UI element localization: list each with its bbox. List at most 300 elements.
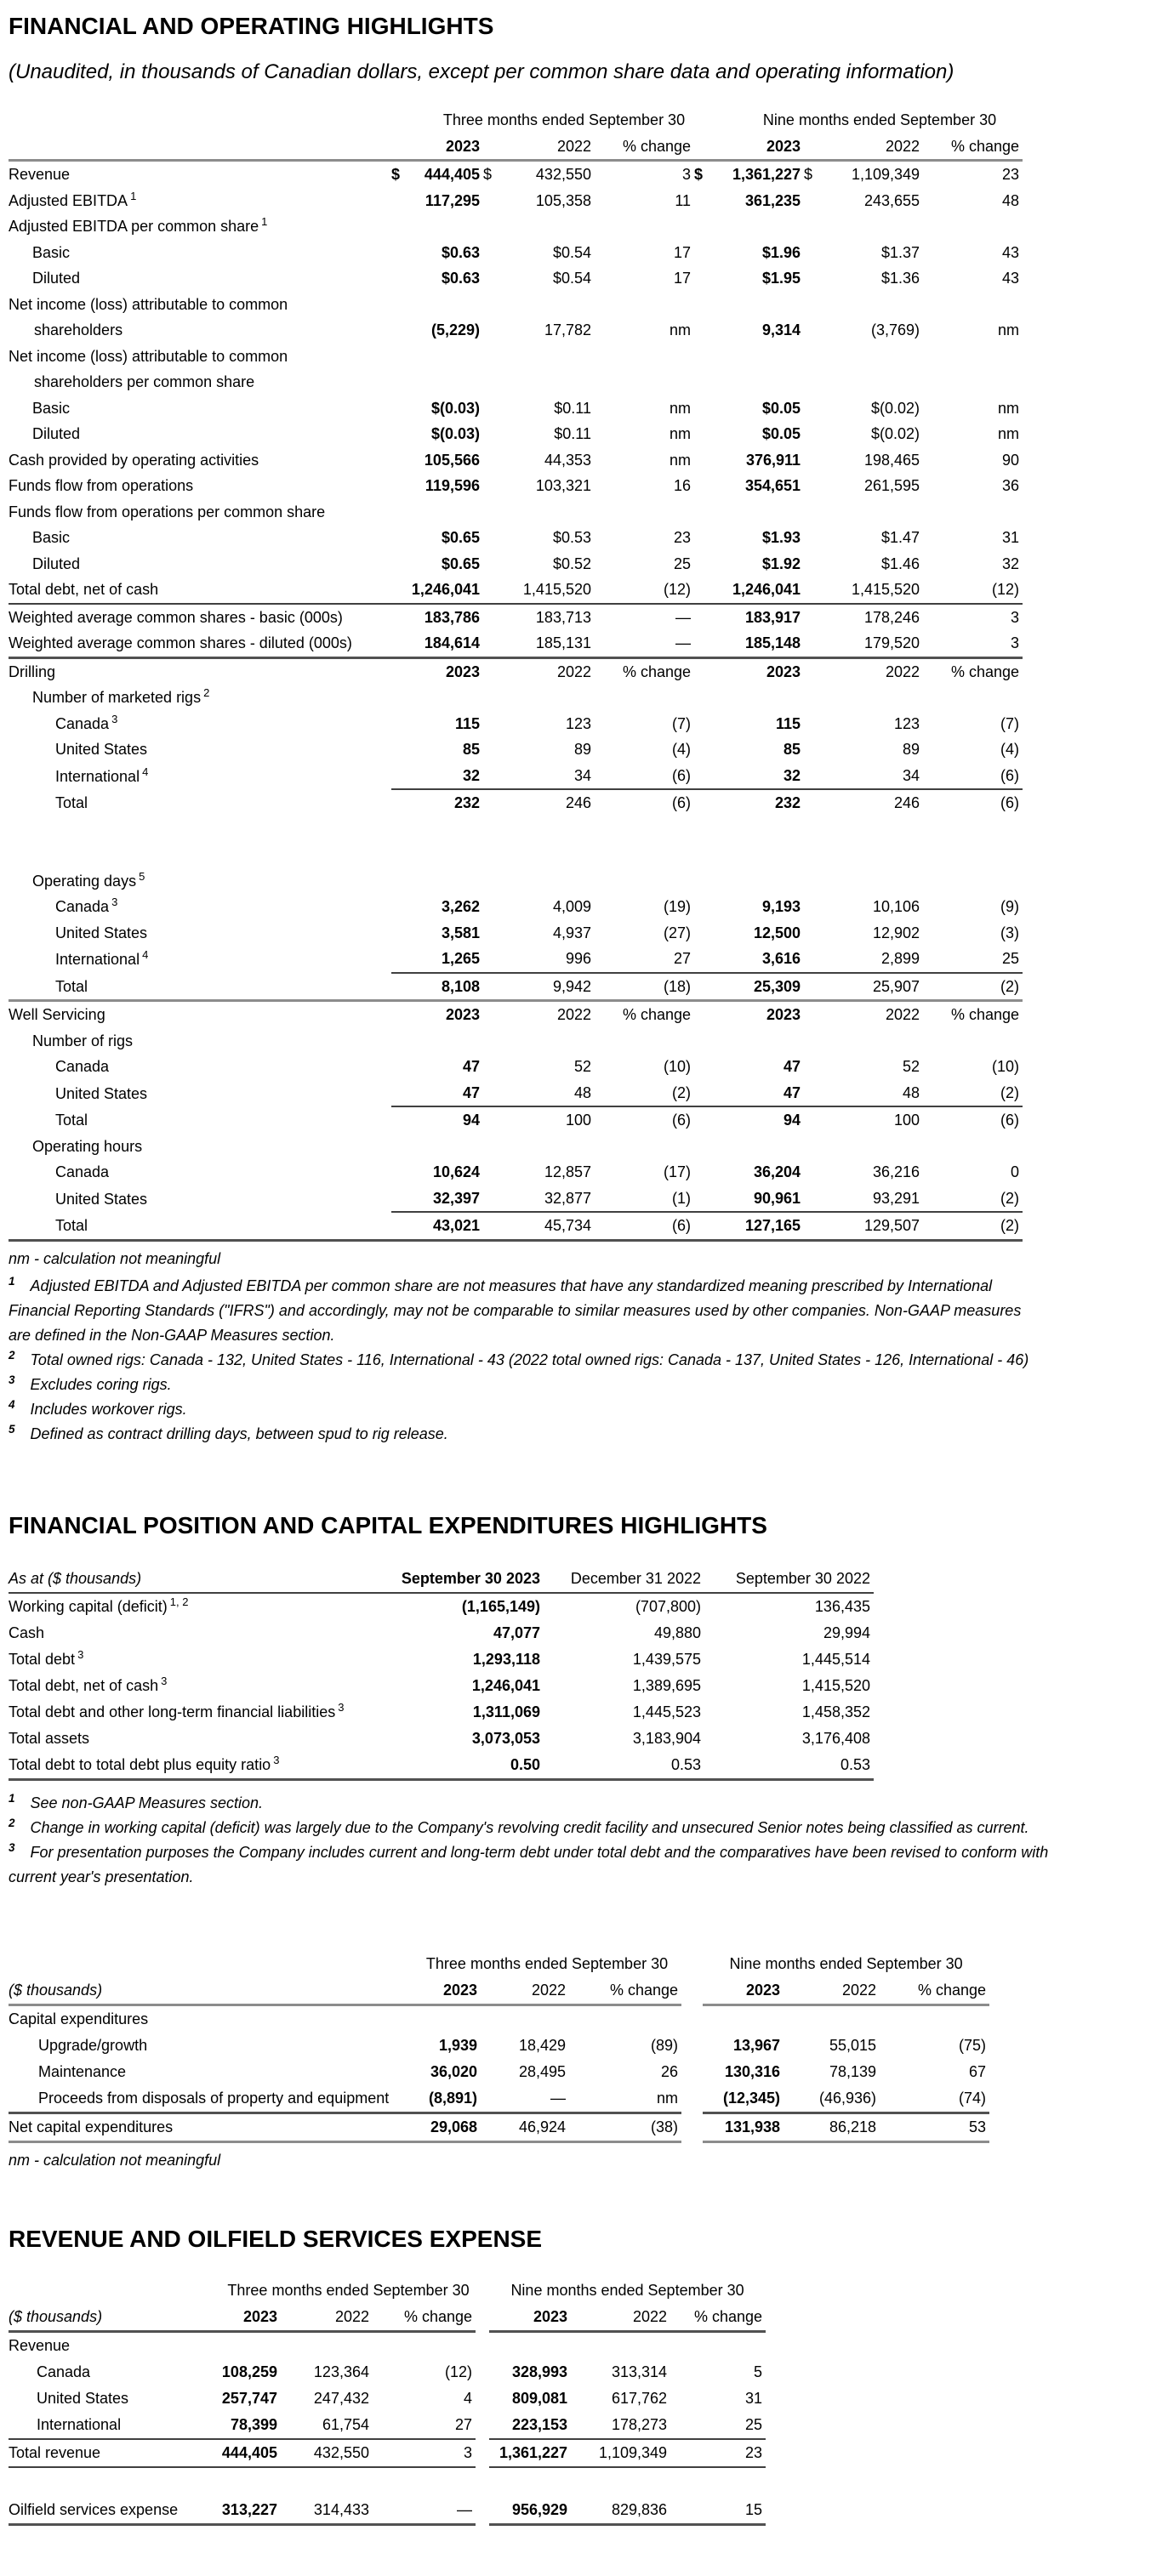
row-label-text: Adjusted EBITDA xyxy=(9,191,128,209)
footnote-ref: 3 xyxy=(77,1647,84,1661)
table-cell xyxy=(804,1028,923,1055)
table-cell: (7) xyxy=(1000,714,1020,732)
footnote-line xyxy=(9,1397,1151,1422)
table-cell: 2022 xyxy=(571,2304,670,2332)
table-cell: 246 xyxy=(893,794,920,811)
table-cell: nm xyxy=(670,399,692,417)
table-cell: 996 xyxy=(483,946,595,973)
table-cell xyxy=(783,2005,880,2033)
dollar-value xyxy=(694,162,801,188)
row-label xyxy=(9,499,391,526)
row-label xyxy=(9,1080,391,1107)
table-cell xyxy=(804,292,923,318)
row-label xyxy=(9,265,391,292)
table-row xyxy=(9,657,1023,685)
table-cell: 52 xyxy=(902,1058,920,1075)
table-row xyxy=(9,1186,1023,1213)
table-cell: 361,235 xyxy=(744,191,801,209)
table-cell: (6) xyxy=(595,763,694,790)
row-label-text: Number of marketed rigs xyxy=(32,689,202,706)
table-row xyxy=(9,292,1023,318)
table-cell: (9) xyxy=(1000,898,1020,915)
table-cell xyxy=(923,213,1023,240)
footnote-marker: 1 xyxy=(9,1274,15,1288)
table-cell: — xyxy=(675,608,692,626)
table-cell: 1,265 xyxy=(391,946,483,973)
table-cell: 185,131 xyxy=(483,630,595,657)
table-cell xyxy=(571,2331,670,2359)
footnote-text: See non-GAAP Measures section. xyxy=(30,1794,263,1811)
column-gap xyxy=(476,2497,489,2525)
table-cell: 23 xyxy=(670,2439,766,2467)
table-cell xyxy=(595,1028,694,1055)
table-cell xyxy=(804,499,923,526)
table-cell: 100 xyxy=(893,1112,920,1129)
table-cell: 44,353 xyxy=(544,451,591,469)
table-cell: (17) xyxy=(664,1163,692,1180)
footnote-text: For presentation purposes the Company includes current and long-term debt under total debt and the comparatives have been revised to conform with xyxy=(30,1843,1049,1861)
table-cell: % change xyxy=(923,134,1023,161)
row-label-text: Total debt, net of cash xyxy=(9,581,159,598)
table-cell: 17 xyxy=(673,243,692,261)
table-cell xyxy=(391,499,483,526)
table-cell: 123 xyxy=(893,714,920,732)
table-cell xyxy=(694,369,804,395)
table-cell: 3 xyxy=(923,630,1023,657)
table-cell: 136,435 xyxy=(814,1597,870,1615)
table-row xyxy=(9,161,1023,188)
table-cell: % change xyxy=(670,2304,766,2332)
table-row xyxy=(9,240,1023,266)
table-row xyxy=(9,2359,766,2386)
table-cell xyxy=(391,344,483,370)
table-cell: 34 xyxy=(804,763,923,790)
row-label-text: Cash provided by operating activities xyxy=(9,451,259,469)
row-label xyxy=(9,1699,391,1726)
table-cell: 2022 xyxy=(783,1977,880,2005)
table-cell: % change xyxy=(569,1977,681,2005)
table-cell: (10) xyxy=(992,1058,1020,1075)
section1-title: FINANCIAL AND OPERATING HIGHLIGHTS xyxy=(9,13,494,39)
t4-table xyxy=(9,2277,766,2526)
table-cell xyxy=(804,1134,923,1160)
table-cell: nm xyxy=(998,321,1020,338)
table-cell: 100 xyxy=(565,1112,591,1129)
table-cell: 354,651 xyxy=(744,477,801,494)
dollar-sign: $ xyxy=(391,166,401,183)
table-cell xyxy=(670,2331,766,2359)
row-label xyxy=(9,188,391,214)
footnote-item xyxy=(9,1422,1151,1447)
row-label-text: Operating days xyxy=(32,872,137,890)
row-label xyxy=(9,1106,391,1134)
dollar-sign: $ xyxy=(483,166,493,183)
table-cell: 108,259 xyxy=(221,2363,277,2380)
table-cell: $(0.03) xyxy=(430,425,480,442)
header-label: ($ thousands) xyxy=(9,2304,221,2332)
table-row xyxy=(9,1726,874,1752)
table-cell: 25 xyxy=(923,946,1023,973)
group-header-spacer xyxy=(9,107,391,134)
table-cell: (4) xyxy=(672,741,692,758)
table-cell: 2023 xyxy=(489,2304,571,2332)
row-label xyxy=(9,1752,391,1780)
table-cell xyxy=(391,161,483,188)
table-cell xyxy=(694,1134,804,1160)
table-cell: 27 xyxy=(595,946,694,973)
table-cell xyxy=(569,2005,681,2033)
column-gap xyxy=(476,2412,489,2439)
table-row xyxy=(9,2005,989,2033)
table-cell: 1,246,041 xyxy=(391,577,483,604)
table-row xyxy=(9,1080,1023,1107)
table-cell: $0.54 xyxy=(552,270,591,287)
table-cell: 1,458,352 xyxy=(801,1703,870,1720)
row-label xyxy=(9,1028,391,1055)
row-label xyxy=(9,1646,391,1673)
column-header-row xyxy=(9,134,1023,161)
row-label xyxy=(9,2059,413,2085)
footnote-marker: 4 xyxy=(9,1397,15,1411)
footnote-line xyxy=(9,1422,1151,1447)
row-label xyxy=(9,2005,413,2033)
footnote-line: Financial Reporting Standards ("IFRS") and accordingly, may not be comparable to similar measures used by other companies. Non-GAAP measures xyxy=(9,1301,1022,1319)
row-label-text: Drilling xyxy=(9,662,56,680)
row-label xyxy=(9,2085,413,2113)
table-cell: 32 xyxy=(694,763,804,790)
table-row xyxy=(9,763,1023,790)
table-cell: 36,216 xyxy=(872,1163,920,1180)
row-label xyxy=(9,292,391,318)
column-gap xyxy=(681,1977,703,2005)
table-cell: — xyxy=(595,630,694,657)
row-label-text: International xyxy=(37,2415,122,2433)
footnote-marker: 2 xyxy=(9,1348,15,1362)
row-label-text: Basic xyxy=(32,529,71,546)
table-cell xyxy=(880,2005,989,2033)
table-row xyxy=(9,499,1023,526)
footnote-line xyxy=(9,1373,1151,1397)
table-cell: 16 xyxy=(673,477,692,494)
table-cell: 67 xyxy=(969,2062,987,2080)
row-label-text: Total debt, net of cash xyxy=(9,1676,159,1694)
row-label xyxy=(9,604,391,631)
row-label xyxy=(9,1673,391,1699)
table-row xyxy=(9,789,1023,816)
column-gap xyxy=(476,2439,489,2467)
table-cell xyxy=(694,292,804,318)
table-cell: (1) xyxy=(595,1186,694,1213)
table-cell: 1,445,514 xyxy=(801,1650,870,1668)
table-cell: 25 xyxy=(670,2412,766,2439)
table-cell: % change xyxy=(622,1006,692,1023)
table-cell: (3,769) xyxy=(870,321,920,338)
table-cell: 1,415,520 xyxy=(801,1676,870,1694)
table-cell: (89) xyxy=(651,2036,679,2054)
table-cell: $1.92 xyxy=(761,554,801,572)
table-cell: (6) xyxy=(1000,1112,1020,1129)
row-label xyxy=(9,395,391,422)
column-gap xyxy=(681,2005,703,2033)
row-label xyxy=(9,1001,391,1028)
row-label-text: Weighted average common shares - diluted (000s) xyxy=(9,634,352,651)
table-cell: 90,961 xyxy=(694,1186,804,1213)
capital-expenditures-table xyxy=(9,1951,1151,2143)
footnote-ref: 1 xyxy=(130,189,137,202)
table-row xyxy=(9,2033,989,2059)
column-gap xyxy=(476,2331,489,2359)
table-cell: — xyxy=(481,2085,569,2113)
table-cell: 2022 xyxy=(481,1977,569,2005)
table-cell: 46,924 xyxy=(481,2113,569,2141)
row-label xyxy=(9,736,391,763)
table-cell: 432,550 xyxy=(281,2439,373,2467)
table-cell: 43 xyxy=(1001,270,1020,287)
table-cell: (74) xyxy=(880,2085,989,2113)
table-cell: % change xyxy=(950,662,1020,680)
table-cell xyxy=(804,344,923,370)
footnote-item xyxy=(9,1791,1151,1816)
table-cell: 2023 xyxy=(445,1006,480,1023)
table-cell: 78,399 xyxy=(221,2412,281,2439)
row-label-text: Canada xyxy=(55,714,110,732)
row-label xyxy=(9,868,391,895)
table-cell: 232 xyxy=(453,794,480,811)
table-cell: 1,445,523 xyxy=(632,1703,701,1720)
row-label xyxy=(9,2497,221,2525)
t3-table xyxy=(9,1951,989,2143)
column-group-header-row xyxy=(9,2277,766,2304)
table-cell: 2023 xyxy=(413,1977,481,2005)
table-cell: 43,021 xyxy=(391,1212,483,1240)
row-label-text: shareholders xyxy=(34,321,123,338)
header-label: ($ thousands) xyxy=(9,1977,413,2005)
table-cell: 53 xyxy=(880,2113,989,2141)
table-cell xyxy=(489,2331,571,2359)
revenue-oilfield-expense-table xyxy=(9,2277,1151,2526)
table-cell: 48 xyxy=(1001,191,1020,209)
table-cell: % change xyxy=(595,134,694,161)
table-cell: 2023 xyxy=(766,662,801,680)
table-cell xyxy=(923,868,1023,895)
header-label: As at ($ thousands) xyxy=(9,1566,391,1593)
table-cell: (2) xyxy=(923,1080,1023,1107)
footnote-line xyxy=(9,1348,1151,1373)
table-cell: (2) xyxy=(923,1186,1023,1213)
table-cell: 2023 xyxy=(221,2304,281,2332)
row-label xyxy=(9,894,391,920)
table-cell: 12,857 xyxy=(544,1163,591,1180)
column-header-row xyxy=(9,1977,989,2005)
table-cell: nm xyxy=(670,425,692,442)
footnote-text: Adjusted EBITDA and Adjusted EBITDA per common share are not measures that have any standardized meaning prescribed by International xyxy=(30,1277,993,1294)
dollar-value xyxy=(483,162,591,188)
table-cell: 13,967 xyxy=(732,2036,781,2054)
table-cell: 85 xyxy=(783,741,801,758)
table-cell: 131,938 xyxy=(703,2113,783,2141)
table-row xyxy=(9,1001,1023,1028)
table-cell: 78,139 xyxy=(829,2062,877,2080)
table-cell xyxy=(923,685,1023,711)
table-row xyxy=(9,525,1023,551)
footnote-text: Includes workover rigs. xyxy=(30,1400,187,1418)
table-cell: 2022 xyxy=(885,662,920,680)
table-cell: (6) xyxy=(595,1212,694,1240)
table-cell xyxy=(483,369,595,395)
table-row xyxy=(9,946,1023,973)
row-label xyxy=(9,711,391,737)
table-cell: (46,936) xyxy=(783,2085,880,2113)
table-cell: (38) xyxy=(569,2113,681,2141)
table-cell: 3 xyxy=(682,166,692,183)
nm-note-2: nm - calculation not meaningful xyxy=(9,2151,221,2169)
table-cell: 47 xyxy=(391,1080,483,1107)
row-label xyxy=(9,657,391,685)
table-row xyxy=(9,1699,874,1726)
table-cell: 0.53 xyxy=(704,1752,874,1780)
table-cell xyxy=(595,868,694,895)
table-cell xyxy=(694,685,804,711)
table-row xyxy=(9,1593,874,1620)
row-label-text: Diluted xyxy=(32,270,81,287)
table-cell: $0.05 xyxy=(761,425,801,442)
table-cell: 23 xyxy=(673,529,692,546)
table-cell: (6) xyxy=(672,794,692,811)
table-cell: 18,429 xyxy=(518,2036,566,2054)
table-cell: 2022 xyxy=(281,2304,373,2332)
table-cell: (3) xyxy=(1000,924,1020,941)
footnote-marker: 3 xyxy=(9,1840,15,1854)
table-row xyxy=(9,630,1023,657)
table-cell: 94 xyxy=(783,1112,801,1129)
footnote-ref: 3 xyxy=(273,1753,280,1766)
table-cell xyxy=(391,292,483,318)
column-group-header: Three months ended September 30 xyxy=(442,111,686,128)
table-row xyxy=(9,2439,766,2467)
table-row xyxy=(9,1054,1023,1080)
group-header-spacer xyxy=(9,1951,413,1977)
table-cell xyxy=(595,369,694,395)
table-cell: 25 xyxy=(673,554,692,572)
table-cell: 1,246,041 xyxy=(694,577,804,604)
table-cell: (75) xyxy=(959,2036,987,2054)
footnote-text: Excludes coring rigs. xyxy=(30,1375,172,1393)
table-row xyxy=(9,2085,989,2113)
table-cell: 115 xyxy=(454,714,480,732)
table-row xyxy=(9,604,1023,631)
row-label xyxy=(9,2439,221,2467)
row-label-text: Funds flow from operations xyxy=(9,477,194,494)
footnote-text: Change in working capital (deficit) was largely due to the Company's revolving credit facility and unsecured Senior notes being classified as current. xyxy=(30,1818,1029,1836)
table-cell: $0.11 xyxy=(554,399,591,417)
table-cell: 25,309 xyxy=(694,973,804,1001)
cell-value: 444,405 xyxy=(424,166,480,183)
table-cell: 45,734 xyxy=(483,1212,595,1240)
table-cell: 1,109,349 xyxy=(571,2439,670,2467)
column-group-header-row xyxy=(9,1951,989,1977)
footnote-ref: 1, 2 xyxy=(169,1595,189,1608)
table-row xyxy=(9,447,1023,474)
column-group-header: Nine months ended September 30 xyxy=(762,111,997,128)
table-row xyxy=(9,1673,874,1699)
spacer-cell xyxy=(9,816,1023,868)
footnote-line xyxy=(9,1816,1151,1840)
column-gap xyxy=(476,2386,489,2412)
table-cell: (12) xyxy=(595,577,694,604)
table-cell xyxy=(391,1134,483,1160)
table-cell: 3,073,053 xyxy=(471,1729,540,1747)
group-header-spacer xyxy=(9,2277,221,2304)
table-cell: 36,204 xyxy=(753,1163,801,1180)
table-cell xyxy=(923,344,1023,370)
table-cell: 1,361,227 xyxy=(489,2439,571,2467)
table-cell: 179,520 xyxy=(804,630,923,657)
column-gap xyxy=(681,2059,703,2085)
table-cell: 47 xyxy=(462,1058,480,1075)
table-cell: 376,911 xyxy=(745,451,801,469)
table-cell: 34 xyxy=(483,763,595,790)
table-cell: 115 xyxy=(775,714,801,732)
row-label-text: Canada xyxy=(37,2363,91,2380)
row-label xyxy=(9,369,391,395)
report-subtitle: (Unaudited, in thousands of Canadian dollars, except per common share data and operating information) xyxy=(9,60,954,83)
row-label-text: Oilfield services expense xyxy=(9,2500,179,2518)
table-cell: 184,614 xyxy=(391,630,483,657)
footnote-marker: 5 xyxy=(9,1422,15,1436)
row-label-text: Net income (loss) attributable to common xyxy=(9,295,288,313)
table-cell: 185,148 xyxy=(694,630,804,657)
table-cell: 9,942 xyxy=(483,973,595,1001)
table-cell: 103,321 xyxy=(535,477,591,494)
table-cell: 49,880 xyxy=(653,1624,701,1641)
table-cell: 617,762 xyxy=(611,2389,668,2407)
row-label-text: Total debt to total debt plus equity ratio xyxy=(9,1755,271,1773)
column-gap xyxy=(476,2359,489,2386)
row-label-text: Weighted average common shares - basic (000s) xyxy=(9,608,343,626)
table-row xyxy=(9,317,1023,344)
table-cell: 8,108 xyxy=(391,973,483,1001)
spacer-cell xyxy=(9,2467,766,2497)
table-cell: 89 xyxy=(573,741,591,758)
table-cell: 956,929 xyxy=(489,2497,571,2525)
table-row xyxy=(9,421,1023,447)
table-cell: 123 xyxy=(565,714,591,732)
row-label-text: United States xyxy=(55,1084,148,1102)
table-cell xyxy=(595,499,694,526)
table-cell: $0.53 xyxy=(552,529,591,546)
table-cell: 183,786 xyxy=(424,608,480,626)
row-label xyxy=(9,920,391,947)
footnote-line xyxy=(9,1274,1151,1299)
footnote-ref: 3 xyxy=(111,896,118,908)
table-cell: 9,193 xyxy=(761,898,801,915)
footnote-text: Total owned rigs: Canada - 132, United States - 116, International - 43 (2022 total owned rigs: Canada - 137, United States - 126, International - 46) xyxy=(30,1351,1029,1368)
row-label-text: Canada xyxy=(55,898,110,915)
table-cell: (2) xyxy=(595,1080,694,1107)
table-cell: 23 xyxy=(1001,166,1020,183)
t1-table xyxy=(9,107,1023,1242)
table-cell: nm xyxy=(670,321,692,338)
row-label xyxy=(9,2386,221,2412)
table-cell: (1,165,149) xyxy=(461,1597,540,1615)
dollar-value xyxy=(391,162,480,188)
table-cell: (27) xyxy=(664,924,692,941)
table-row xyxy=(9,2331,766,2359)
table-cell: 47 xyxy=(783,1058,801,1075)
row-label-text: Proceeds from disposals of property and equipment xyxy=(38,2089,390,2107)
footnote-marker: 3 xyxy=(9,1373,15,1386)
footnote-ref: 1 xyxy=(261,215,268,228)
